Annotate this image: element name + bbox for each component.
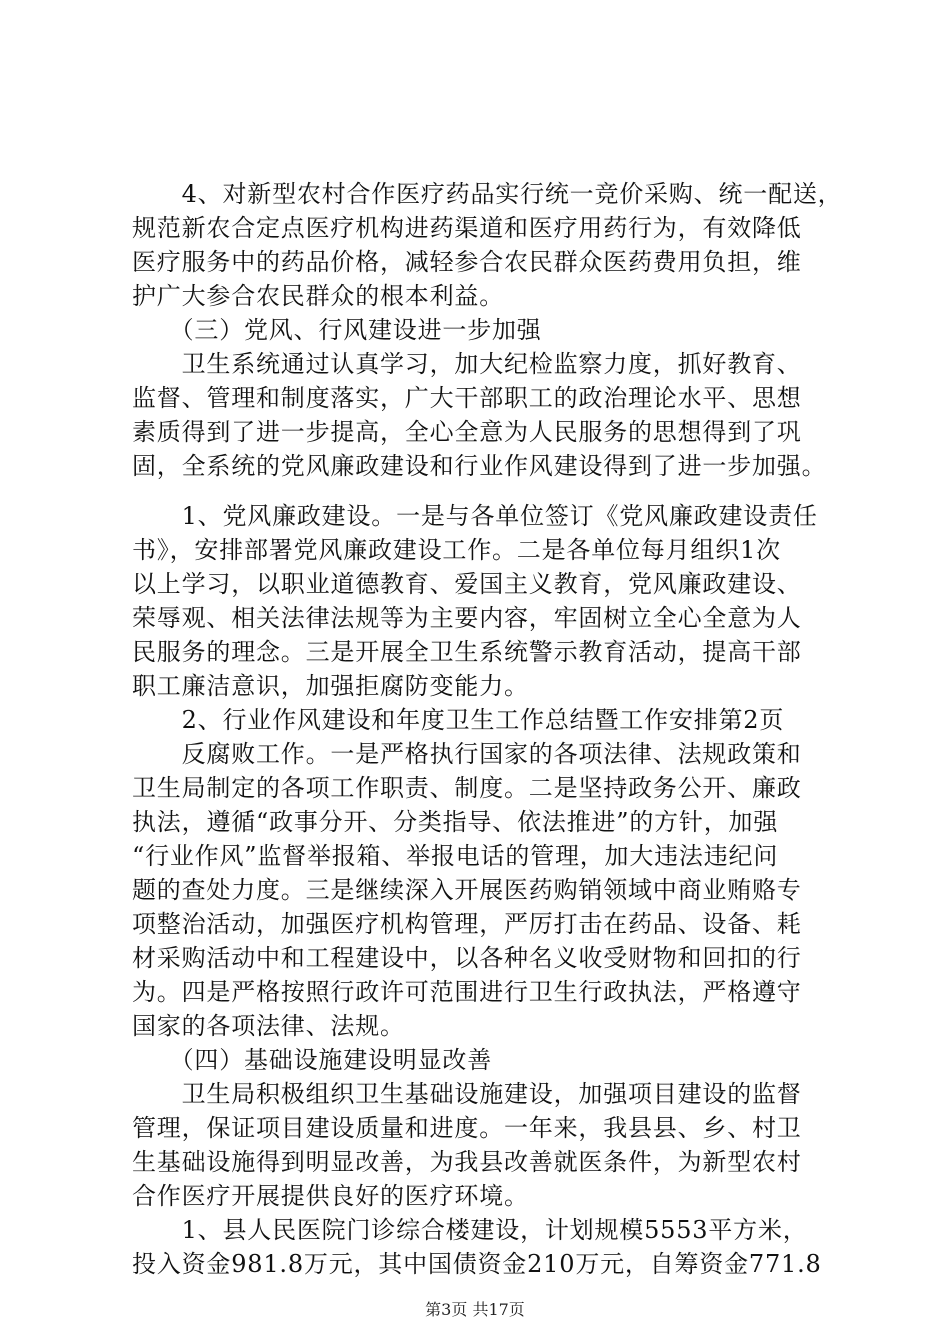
- text-line: 素质得到了进一步提高，全心全意为人民服务的思想得到了巩: [132, 418, 802, 446]
- text-line: 反腐败工作。一是严格执行国家的各项法律、法规政策和: [132, 740, 802, 768]
- text-line: 规范新农合定点医疗机构进药渠道和医疗用药行为，有效降低: [132, 214, 802, 242]
- text-line: 项整治活动，加强医疗机构管理，严厉打击在药品、设备、耗: [132, 910, 802, 938]
- page-footer: 第3页 共17页: [425, 1300, 525, 1319]
- text-line: 1、党风廉政建设。一是与各单位签订《党风廉政建设责任: [132, 502, 818, 530]
- text-line: 荣辱观、相关法律法规等为主要内容，牢固树立全心全意为人: [132, 604, 802, 632]
- text-line: 为。四是严格按照行政许可范围进行卫生行政执法，严格遵守: [132, 978, 802, 1006]
- text-line: 护广大参合农民群众的根本利益。: [132, 282, 504, 310]
- text-line: 生基础设施得到明显改善，为我县改善就医条件，为新型农村: [132, 1148, 802, 1176]
- text-line: 监督、管理和制度落实，广大干部职工的政治理论水平、思想: [132, 384, 802, 412]
- text-line: 投入资金981.8万元，其中国债资金210万元，自筹资金771.8: [132, 1250, 822, 1278]
- section-heading: （三）党风、行风建设进一步加强: [132, 316, 542, 344]
- text-line: 以上学习，以职业道德教育、爱国主义教育，党风廉政建设、: [132, 570, 802, 598]
- text-line: 1、县人民医院门诊综合楼建设，计划规模5553平方米，: [132, 1216, 808, 1244]
- text-line: 书》，安排部署党风廉政建设工作。二是各单位每月组织1次: [132, 536, 781, 564]
- text-line: 2、行业作风建设和年度卫生工作总结暨工作安排第2页: [132, 706, 785, 734]
- text-line: 卫生系统通过认真学习，加大纪检监察力度，抓好教育、: [132, 350, 802, 378]
- text-line: 合作医疗开展提供良好的医疗环境。: [132, 1182, 529, 1210]
- text-line: 国家的各项法律、法规。: [132, 1012, 405, 1040]
- text-line: 题的查处力度。三是继续深入开展医药购销领域中商业贿赂专: [132, 876, 802, 904]
- text-line: 职工廉洁意识，加强拒腐防变能力。: [132, 672, 529, 700]
- text-line: “行业作风”监督举报箱、举报电话的管理，加大违法违纪问: [132, 842, 779, 870]
- text-line: 卫生局积极组织卫生基础设施建设，加强项目建设的监督: [132, 1080, 802, 1108]
- text-line: 4、对新型农村合作医疗药品实行统一竞价采购、统一配送，: [132, 180, 843, 208]
- text-line: 民服务的理念。三是开展全卫生系统警示教育活动，提高干部: [132, 638, 802, 666]
- section-heading: （四）基础设施建设明显改善: [132, 1046, 492, 1074]
- text-line: 医疗服务中的药品价格，减轻参合农民群众医药费用负担，维: [132, 248, 802, 276]
- text-line: 执法，遵循“政事分开、分类指导、依法推进”的方针，加强: [132, 808, 779, 836]
- text-line: 卫生局制定的各项工作职责、制度。二是坚持政务公开、廉政: [132, 774, 802, 802]
- text-line: 固，全系统的党风廉政建设和行业作风建设得到了进一步加强。: [132, 452, 827, 480]
- text-line: 材采购活动中和工程建设中，以各种名义收受财物和回扣的行: [132, 944, 802, 972]
- text-line: 管理，保证项目建设质量和进度。一年来，我县县、乡、村卫: [132, 1114, 802, 1142]
